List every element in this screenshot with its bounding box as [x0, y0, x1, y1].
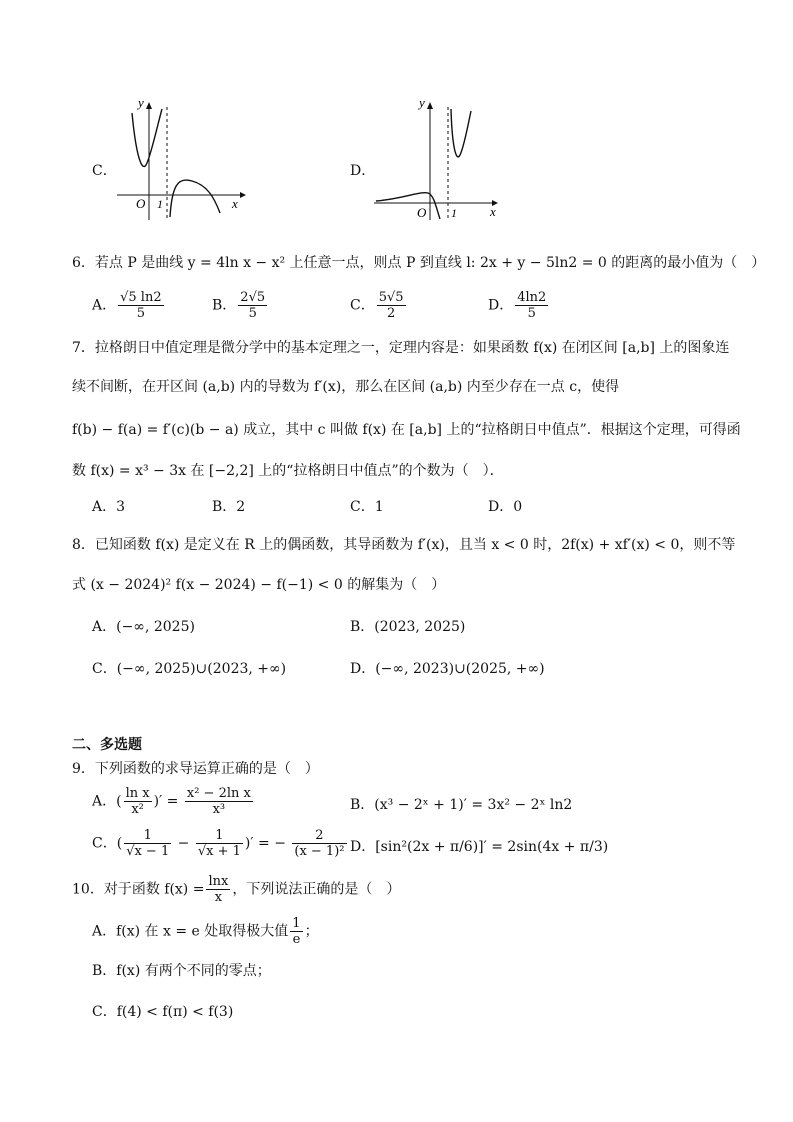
question-10-option-a [92, 916, 319, 947]
question-8-option-b: B．(2023, 2025) [350, 619, 466, 635]
q6-d-fraction [515, 290, 548, 321]
question-10-option-b: B．f(x) 有两个不同的零点； [92, 963, 271, 979]
q6-a-fraction [118, 290, 164, 321]
question-8-line-2: 式 (x − 2024)² f(x − 2024) − f(−1) < 0 的解集为（ ） [72, 577, 446, 593]
q10-a-num: 1 [292, 916, 301, 931]
q9-c-f2-num: 1 [196, 828, 243, 844]
q10-stem-post: ，下列说法正确的是（ ） [232, 881, 401, 898]
graph-c [112, 95, 252, 225]
question-10-option-c: C．f(4) < f(π) < f(3) [92, 1004, 234, 1020]
q9-a-rhs-fraction [185, 786, 253, 817]
q10-a-post: ； [304, 923, 319, 940]
option-c-label: C． [92, 163, 117, 179]
q9-a-label: A． [92, 793, 117, 810]
question-6-option-b [212, 290, 269, 321]
q10-stem-pre: 10．对于函数 f(x) = [72, 881, 205, 898]
q10-stem-fraction [206, 874, 230, 905]
q6-c-num: 5√5 [378, 290, 404, 305]
question-8-line-1: 8．已知函数 f(x) 是定义在 R 上的偶函数，其导函数为 f′(x)，且当 x < 0 时，2f(x) + xf′(x) < 0，则不等 [72, 537, 736, 553]
q9-a-rhs-den: x³ [212, 802, 226, 817]
question-7-option-d: D．0 [488, 499, 523, 515]
q10-stem-num: lnx [208, 874, 229, 889]
q9-a-lhs-den: x² [131, 802, 144, 817]
q9-c-f1-num: 1 [124, 828, 171, 844]
question-8-option-c: C．(−∞, 2025)∪(2023, +∞) [92, 661, 287, 677]
graph-d-x-label: x [490, 204, 496, 219]
question-6-option-c [350, 290, 408, 321]
q9-c-f1 [124, 828, 171, 859]
q9-a-lhs-fraction [124, 786, 152, 817]
q9-c-rhs-den: (x − 1)² [294, 844, 345, 859]
graph-d-origin: O [417, 205, 427, 220]
q6-c-den: 2 [386, 306, 396, 321]
q6-a-label: A． [92, 297, 117, 314]
q6-b-num: 2√5 [240, 290, 266, 305]
q6-c-label: C． [350, 297, 375, 314]
q9-a-rhs-num: x² − 2ln x [186, 786, 251, 801]
question-7-option-a: A．3 [92, 499, 126, 515]
graph-d [372, 95, 507, 225]
q6-a-den: 5 [136, 306, 146, 321]
question-6-option-d [488, 290, 550, 321]
graph-d-y-label: y [419, 95, 425, 110]
section-title-multiple-choice: 二、多选题 [72, 737, 142, 753]
question-7-option-c: C．1 [350, 499, 384, 515]
question-9-option-b: B．(x³ − 2ˣ + 1)′ = 3x² − 2ˣ ln2 [350, 797, 573, 813]
graph-c-x-label: x [232, 196, 238, 211]
question-6-option-a [92, 290, 166, 321]
question-9-option-c: C．( $\frac{1}{√x - 1}$ − $\frac{1}{√x + 1}$ )′ = − $\frac{2}{\text{(x − 1)²}}$ [92, 828, 345, 859]
q6-c-fraction [377, 290, 406, 321]
question-8-option-d: D．(−∞, 2023)∪(2025, +∞) [350, 661, 545, 677]
question-6-stem: 6．若点 P 是曲线 y = 4ln x − x² 上任意一点，则点 P 到直线 l: 2x + y − 5ln2 = 0 的距离的最小值为（ ） [72, 255, 766, 271]
question-9-stem: 9．下列函数的求导运算正确的是（ ） [72, 761, 319, 777]
q9-c-rhs-num: 2 [292, 828, 346, 844]
question-7-line-4: 数 f(x) = x³ − 3x 在 [−2,2] 上的“拉格朗日中值点”的个数为（ ）． [72, 463, 504, 479]
graph-c-origin: O [136, 196, 146, 211]
q6-b-fraction [238, 290, 267, 321]
q6-d-label: D． [488, 297, 514, 314]
q10-stem-den: x [214, 890, 223, 905]
question-10-stem [72, 874, 400, 905]
q6-a-num: √5 ln2 [120, 290, 162, 305]
q10-a-den: e [292, 932, 301, 947]
q10-a-fraction [290, 916, 302, 947]
question-7-line-2: 续不间断，在开区间 (a,b) 内的导数为 f′(x)，那么在区间 (a,b) 内至少存在一点 c，使得 [72, 379, 620, 395]
question-9-option-d: D．[sin²(2x + π/6)]′ = 2sin(4x + π/3) [350, 839, 609, 855]
graph-c-y-label: y [138, 95, 144, 110]
question-8-option-a: A．(−∞, 2025) [92, 619, 195, 635]
question-7-line-3: f(b) − f(a) = f′(c)(b − a) 成立，其中 c 叫做 f(x) 在 [a,b] 上的“拉格朗日中值点”．根据这个定理，可得函 [72, 422, 741, 438]
graph-c-tick-one: 1 [157, 197, 163, 211]
q9-c-f2-den: √x + 1 [197, 844, 241, 859]
question-7-line-1: 7．拉格朗日中值定理是微分学中的基本定理之一，定理内容是：如果函数 f(x) 在闭区间 [a,b] 上的图象连 [72, 340, 730, 356]
question-9-option-a: A．( $\frac{\text{ln x}}{\text{x²}}$ )′ = $\frac{\text{x² − 2ln x}}{\text{x³}}$ [92, 786, 251, 817]
q6-b-den: 5 [248, 306, 257, 321]
q9-a-lhs-num: ln x [125, 786, 150, 801]
q6-d-den: 5 [527, 306, 536, 321]
q6-d-num: 4ln2 [517, 290, 547, 305]
q9-c-label: C． [92, 835, 117, 852]
option-d-label: D． [350, 163, 376, 179]
graph-d-tick-one: 1 [451, 206, 457, 220]
q6-b-label: B． [212, 297, 237, 314]
q9-c-f1-den: √x − 1 [126, 844, 170, 859]
q9-c-rhs [292, 828, 346, 859]
question-7-option-b: B．2 [212, 499, 246, 515]
q10-a-pre: A．f(x) 在 x = e 处取得极大值 [92, 923, 289, 940]
q9-c-f2 [196, 828, 243, 859]
